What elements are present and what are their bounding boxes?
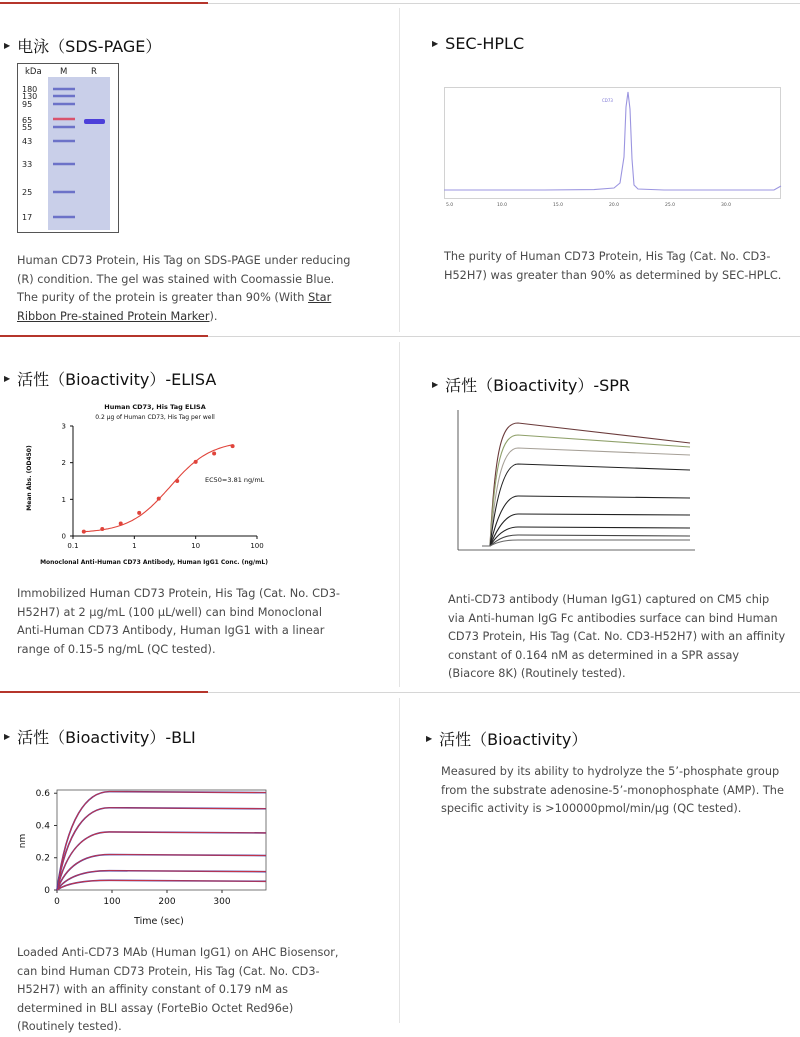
data-point	[175, 479, 179, 483]
y-axis-label: nm	[18, 833, 28, 849]
y-axis-label: Mean Abs. (OD450)	[26, 445, 33, 511]
sec-hplc-heading	[432, 34, 524, 53]
marker-label: 55	[22, 123, 33, 132]
data-point	[137, 511, 141, 515]
sec-hplc-chart	[444, 87, 792, 211]
data-point	[194, 460, 198, 464]
x-tick-label: 20.0	[609, 203, 620, 208]
spr-description: Anti-CD73 antibody (Human IgG1) captured on CM5 chip via Anti-human IgG Fc antibodies surface can bind Human CD73 Protein, His Tag (Cat. No. CD3-H52H7) with an affinity constant of 0.164 nM as determined in a SPR assay (Biacore 8K) (Routinely tested).	[448, 593, 786, 681]
chart-subtitle: 0.2 μg of Human CD73, His Tag per well	[95, 414, 215, 421]
marker-label: 33	[22, 160, 33, 169]
section-title: 活性（Bioactivity）-ELISA	[17, 370, 217, 389]
bli-trace	[57, 792, 266, 890]
y-tick-label: 0.2	[35, 853, 50, 864]
bullet-triangle-icon: ▶	[4, 41, 11, 50]
bioactivity-heading	[426, 727, 587, 750]
marker-label: 130	[22, 92, 38, 101]
data-point	[231, 444, 235, 448]
spr-sensorgram-chart	[450, 406, 700, 578]
x-tick-label: 100	[250, 542, 264, 550]
sds-page-heading	[4, 34, 161, 57]
bullet-triangle-icon: ▶	[426, 734, 433, 743]
chart-title: Human CD73, His Tag ELISA	[104, 403, 206, 411]
section-title: SEC-HPLC	[445, 34, 525, 53]
sensorgram-curve	[482, 435, 690, 546]
accent-bar	[0, 335, 208, 337]
x-tick-label: 0	[54, 897, 60, 907]
marker-label: 25	[22, 188, 33, 197]
bli-trace	[57, 880, 266, 890]
sensorgram-curve	[482, 496, 690, 546]
bli-heading	[4, 725, 196, 748]
bli-chart	[14, 784, 276, 930]
column-divider	[399, 8, 400, 332]
sensorgram-curve	[482, 464, 690, 546]
sensorgram-curve	[482, 527, 690, 546]
column-divider	[399, 698, 400, 1023]
gel-header-marker: M	[60, 67, 68, 77]
x-tick-label: 25.0	[665, 203, 676, 208]
section-title: 活性（Bioactivity）	[439, 730, 588, 749]
x-axis-label: Monoclonal Anti-Human CD73 Antibody, Human IgG1 Conc. (ng/mL)	[40, 559, 268, 566]
bli-fit-line	[57, 808, 266, 890]
ec50-annotation: EC50=3.81 ng/mL	[205, 476, 265, 484]
marker-label: 180	[22, 85, 38, 94]
y-tick-label: 0.6	[35, 789, 50, 800]
marker-label: 43	[22, 137, 33, 146]
bli-description: Loaded Anti-CD73 MAb (Human IgG1) on AHC Biosensor, can bind Human CD73 Protein, His Tag (Cat. No. CD3-H52H7) with an affinity constant of 0.179 nM as determined in BLI assay (ForteBio Octet Red96e) (Routinely tested).	[17, 946, 339, 1034]
elisa-chart	[25, 398, 285, 570]
protein-band	[84, 119, 105, 124]
bli-trace	[57, 808, 266, 890]
y-tick-label: 0.4	[35, 821, 50, 832]
section-title: 活性（Bioactivity）-SPR	[445, 376, 631, 395]
bullet-triangle-icon: ▶	[4, 374, 11, 383]
x-tick-label: 200	[158, 897, 176, 907]
data-point	[212, 452, 216, 456]
sensorgram-curve	[482, 540, 690, 546]
marker-label: 17	[22, 213, 33, 222]
sds-page-description	[17, 252, 357, 326]
x-tick-label: 30.0	[721, 203, 732, 208]
x-tick-label: 0.1	[67, 542, 79, 550]
data-point	[119, 522, 123, 526]
marker-label: 95	[22, 100, 33, 109]
x-tick-label: 100	[103, 897, 121, 907]
peak-label: CD73	[602, 98, 613, 103]
y-tick-label: 0	[44, 886, 50, 896]
x-tick-label: 1	[132, 542, 137, 550]
y-tick-label: 0	[61, 532, 66, 541]
section-title: 电泳（SDS-PAGE）	[17, 37, 162, 56]
y-tick-label: 3	[61, 422, 66, 431]
x-tick-label: 10	[191, 542, 201, 550]
x-tick-label: 15.0	[553, 203, 564, 208]
marker-label: 65	[22, 116, 33, 125]
bullet-triangle-icon: ▶	[432, 39, 439, 48]
spr-heading	[432, 373, 630, 396]
sds-page-gel-image	[17, 63, 119, 233]
elisa-heading	[4, 367, 216, 390]
column-divider	[399, 342, 400, 687]
star-ribbon-marker-link[interactable]: Star Ribbon Pre-stained Protein Marker	[17, 291, 332, 323]
x-axis-label: Time (sec)	[134, 916, 184, 927]
data-point	[82, 530, 86, 534]
data-point	[157, 497, 161, 501]
bioactivity-description: Measured by its ability to hydrolyze the 5’-phosphate group from the substrate adenosine-5’-monophosphate (AMP). The specific activity is >100000pmol/min/μg (QC tested).	[441, 765, 784, 816]
gel-header-reduced: R	[91, 67, 97, 77]
gel-header-kda: kDa	[25, 67, 42, 77]
bullet-triangle-icon: ▶	[432, 380, 439, 389]
y-tick-label: 1	[61, 495, 66, 504]
x-tick-label: 5.0	[446, 203, 454, 208]
accent-bar	[0, 691, 208, 693]
section-title: 活性（Bioactivity）-BLI	[17, 728, 196, 747]
desc-text: Human CD73 Protein, His Tag on SDS-PAGE under reducing (R) condition. The gel was stained with Coomassie Blue. The purity of the protein is greater than 90% (With	[17, 254, 351, 305]
bullet-triangle-icon: ▶	[4, 732, 11, 741]
bli-fit-line	[57, 792, 266, 890]
x-tick-label: 300	[213, 897, 231, 907]
accent-bar	[0, 2, 208, 4]
elisa-description: Immobilized Human CD73 Protein, His Tag (Cat. No. CD3-H52H7) at 2 μg/mL (100 μL/well) can bind Monoclonal Anti-Human CD73 Antibody, Human IgG1 with a linear range of 0.15-5 ng/mL (QC tested).	[17, 587, 340, 656]
fitted-curve	[84, 445, 233, 532]
data-point	[100, 527, 104, 531]
x-tick-label: 10.0	[497, 203, 508, 208]
desc-text: ).	[209, 309, 218, 323]
sensorgram-curve	[482, 514, 690, 546]
sec-hplc-description: The purity of Human CD73 Protein, His Tag (Cat. No. CD3-H52H7) was greater than 90% as determined by SEC-HPLC.	[444, 250, 782, 282]
y-tick-label: 2	[61, 459, 66, 468]
plot-frame	[57, 790, 266, 890]
